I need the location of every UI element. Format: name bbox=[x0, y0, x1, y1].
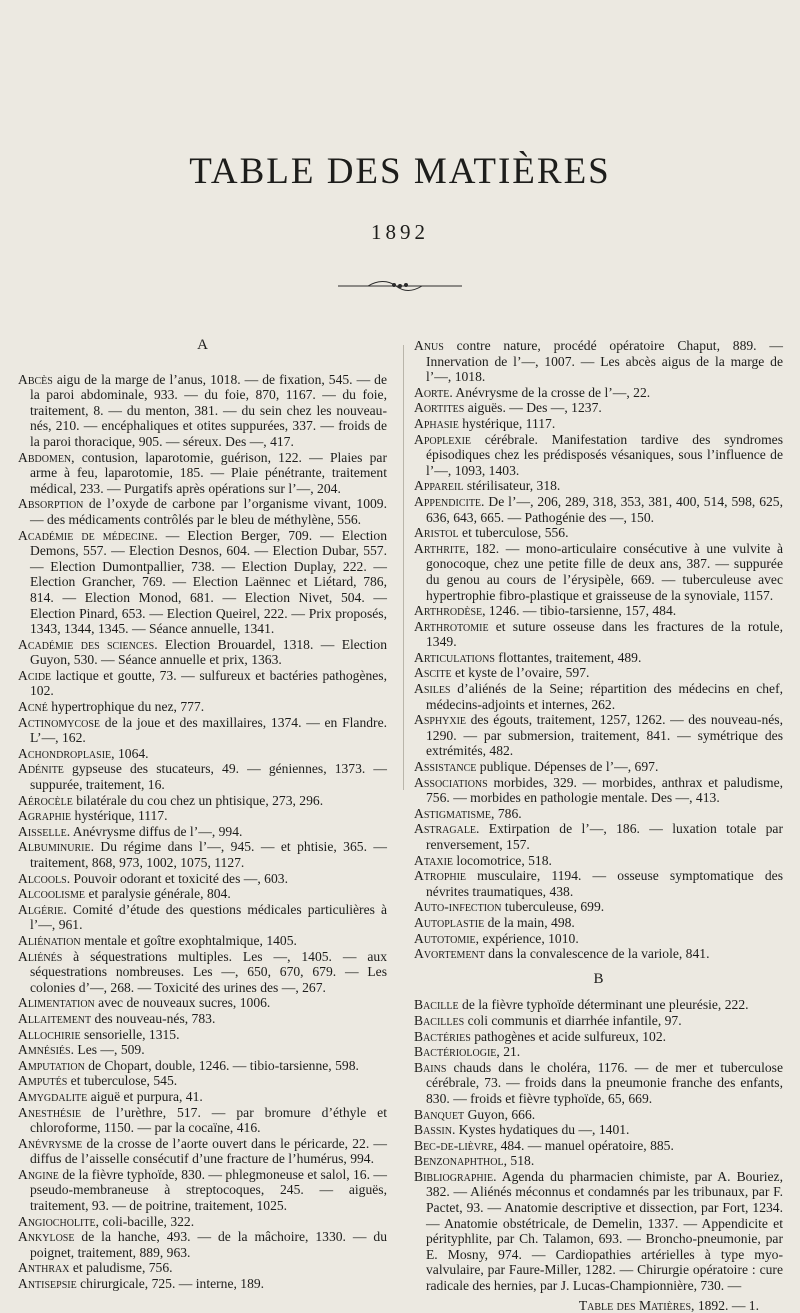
index-entry bbox=[18, 1042, 387, 1058]
index-entry bbox=[414, 931, 783, 947]
entry-heading: Arthrite bbox=[414, 540, 466, 556]
entry-heading: Abdomen bbox=[18, 449, 72, 465]
entry-heading: Albuminurie bbox=[18, 839, 91, 855]
index-entry bbox=[414, 525, 783, 541]
index-entry bbox=[18, 637, 387, 668]
entry-heading: Banquet bbox=[414, 1106, 465, 1122]
index-entry bbox=[18, 1011, 387, 1027]
entry-text: gypseuse des stucateurs, 49. — géniennes, 1373. — suppurée, traitement, 16. bbox=[30, 761, 387, 793]
entry-text: pathogènes et acide sulfureux, 102. bbox=[470, 1028, 667, 1044]
entry-heading: Ataxie bbox=[414, 852, 454, 868]
entry-heading: Articulations bbox=[414, 649, 495, 665]
entry-text: hypertrophique du nez, 777. bbox=[47, 699, 205, 715]
entry-text: . Kystes hydatiques du —, 1401. bbox=[451, 1122, 630, 1138]
index-entry bbox=[414, 1060, 783, 1107]
index-entry bbox=[18, 761, 387, 792]
entry-heading: Antisepsie bbox=[18, 1276, 77, 1292]
entry-text: de Chopart, double, 1246. — tibio-tarsienne, 598. bbox=[84, 1057, 359, 1073]
entry-heading: Algérie bbox=[18, 901, 64, 917]
entry-heading: Appareil bbox=[414, 478, 464, 494]
right-column bbox=[414, 338, 783, 1313]
entry-heading: Autotomie bbox=[414, 930, 476, 946]
index-entry bbox=[18, 1073, 387, 1089]
entry-heading: Assistance bbox=[414, 759, 477, 775]
index-entry bbox=[18, 1089, 387, 1105]
entry-heading: Bactériologie bbox=[414, 1044, 497, 1060]
index-entry bbox=[414, 1029, 783, 1045]
index-entry bbox=[414, 603, 783, 619]
footer-label: Table des Matières bbox=[578, 1297, 692, 1313]
index-entry bbox=[414, 1122, 783, 1138]
entry-heading: Alimentation bbox=[18, 995, 95, 1011]
index-entry bbox=[414, 432, 783, 479]
entry-text: flottantes, traitement, 489. bbox=[494, 649, 642, 665]
entry-heading: Bains bbox=[414, 1059, 447, 1075]
entry-text: . Comité d’étude des questions médicales particulières à l’—, 961. bbox=[30, 901, 387, 933]
entry-text: et tuberculose, 545. bbox=[67, 1073, 178, 1089]
entry-heading: Astigmatisme bbox=[414, 805, 492, 821]
section-letter: B bbox=[593, 970, 604, 987]
index-entry bbox=[414, 681, 783, 712]
entry-heading: Astragale bbox=[414, 821, 477, 837]
entry-text: locomotrice, 518. bbox=[453, 852, 552, 868]
entry-text: , 518. bbox=[503, 1153, 535, 1169]
index-entry bbox=[18, 871, 387, 887]
entry-text: de la crosse de l’aorte ouvert dans le péricarde, 22. — diffus de l’aisselle consécutif d’une fracture de l’humérus, 994. bbox=[30, 1135, 387, 1167]
entry-heading: Absorption bbox=[18, 496, 84, 512]
index-entry bbox=[414, 494, 783, 525]
entry-heading: Autoplastie bbox=[414, 914, 485, 930]
section-letter: A bbox=[197, 337, 208, 353]
index-entry bbox=[414, 946, 783, 962]
index-entry bbox=[18, 1105, 387, 1136]
index-entry bbox=[18, 824, 387, 840]
entry-heading: Amygdalite bbox=[18, 1088, 88, 1104]
index-entry bbox=[414, 915, 783, 931]
entry-heading: Acné bbox=[18, 699, 48, 715]
entry-heading: Atrophie bbox=[414, 868, 467, 884]
entry-heading: Avortement bbox=[414, 946, 485, 962]
index-entry bbox=[414, 1107, 783, 1123]
entry-text: de l’oxyde de carbone par l’organisme vivant, 1009. — des médicaments contrôlés par le bleu de méthylène, 556. bbox=[30, 496, 387, 527]
entry-heading: Aliénation bbox=[18, 932, 81, 948]
entry-text: des nouveau-nés, 783. bbox=[91, 1010, 216, 1026]
index-entry bbox=[18, 1136, 387, 1167]
entry-text: publique. Dépenses de l’—, 697. bbox=[476, 759, 659, 775]
footer-detail: , 1892. — 1. bbox=[691, 1297, 759, 1313]
entry-heading: Abcès bbox=[18, 371, 53, 387]
left-column bbox=[18, 338, 387, 1292]
entry-heading: Amnésiés bbox=[18, 1042, 71, 1058]
entry-text: hystérique, 1117. bbox=[458, 415, 556, 431]
index-entry bbox=[18, 372, 387, 450]
index-entry bbox=[414, 712, 783, 759]
page-year: 1892 bbox=[371, 220, 429, 244]
index-entry bbox=[414, 1138, 783, 1154]
entry-heading: Académie des sciences bbox=[18, 636, 155, 652]
entry-text: contre nature, procédé opératoire Chaput, 889. — Innervation de l’—, 1007. — Les abcès aigus de la marge de l’—, 1018. bbox=[426, 338, 783, 385]
index-entry bbox=[18, 1276, 387, 1292]
entry-heading: Amputation bbox=[18, 1057, 85, 1073]
entry-heading: Arthrotomie bbox=[414, 618, 489, 634]
entry-text: , 1064. bbox=[111, 745, 149, 761]
entry-heading: Alcoolisme bbox=[18, 886, 86, 902]
entry-text: chauds dans le choléra, 1176. — de mer et tuberculose cérébrale, 73. — froids dans la pneumonie franche des enfants, 830. — froids et fièvre typhoïde, 65, 669. bbox=[426, 1059, 783, 1106]
index-entry bbox=[18, 746, 387, 762]
entry-text: de la main, 498. bbox=[484, 914, 575, 930]
entry-text: , 484. — manuel opératoire, 885. bbox=[493, 1137, 674, 1153]
entry-text: Guyon, 666. bbox=[464, 1106, 536, 1122]
entry-text: mentale et goître exophtalmique, 1405. bbox=[80, 932, 297, 948]
index-entry bbox=[414, 416, 783, 432]
entry-text: dans la convalescence de la variole, 841. bbox=[484, 946, 710, 962]
index-entry bbox=[18, 450, 387, 497]
entry-heading: Amputés bbox=[18, 1073, 68, 1089]
entry-heading: Bassin bbox=[414, 1122, 452, 1138]
entry-heading: Angine bbox=[18, 1166, 59, 1182]
entry-heading: Anthrax bbox=[18, 1260, 70, 1276]
index-entry bbox=[18, 1027, 387, 1043]
entry-text: . Pouvoir odorant et toxicité des —, 603. bbox=[66, 870, 288, 886]
page-footer bbox=[414, 1298, 783, 1313]
index-entry bbox=[414, 665, 783, 681]
entry-text: chirurgicale, 725. — interne, 189. bbox=[76, 1276, 265, 1292]
entry-heading: Aisselle bbox=[18, 823, 67, 839]
entry-text: d’aliénés de la Seine; répartition des médecins en chef, médecins-adjoints et internes, 262. bbox=[426, 681, 783, 712]
column-divider bbox=[403, 345, 404, 790]
entry-text: aigu de la marge de l’anus, 1018. — de fixation, 545. — de la paroi abdominale, 933. — du foie, 870, 1167. — du foie, traitement, 8. — du menton, 381. — du sein chez les nouveau-nés, 210. — encéphaliques et otites suppurées, 337. — froids de la paroi thoracique, 905. — séreux. Des —, 417. bbox=[30, 371, 387, 449]
index-entry bbox=[414, 775, 783, 806]
entry-heading: Anesthésie bbox=[18, 1104, 82, 1120]
entry-text: , 21. bbox=[496, 1044, 521, 1060]
entry-text: de la hanche, 493. — de la mâchoire, 1330. — du poignet, traitement, 889, 963. bbox=[30, 1229, 387, 1260]
entry-heading: Allochirie bbox=[18, 1026, 81, 1042]
entry-heading: Allaitement bbox=[18, 1010, 92, 1026]
entry-heading: Asiles bbox=[414, 681, 451, 697]
entry-heading: Apoplexie bbox=[414, 431, 472, 447]
index-entry bbox=[18, 902, 387, 933]
entry-text: . Election Brouardel, 1318. — Election Guyon, 530. — Séance annuelle et prix, 1363. bbox=[30, 636, 387, 668]
index-entry bbox=[18, 1214, 387, 1230]
entry-heading: Appendicite bbox=[414, 493, 482, 509]
index-entry bbox=[414, 899, 783, 915]
index-entry bbox=[18, 793, 387, 809]
index-entry bbox=[18, 496, 387, 527]
index-entry bbox=[414, 385, 783, 401]
entry-text: musculaire, 1194. — osseuse symptomatique des névrites traumatiques, 438. bbox=[426, 868, 783, 899]
entry-heading: Bec-de-lièvre bbox=[414, 1137, 494, 1153]
index-entry bbox=[414, 853, 783, 869]
entry-heading: Alcools bbox=[18, 870, 67, 886]
index-entry bbox=[414, 338, 783, 385]
entry-heading: Anus bbox=[414, 338, 444, 353]
entry-heading: Aorte bbox=[414, 384, 450, 400]
entry-heading: Actinomycose bbox=[18, 714, 101, 730]
entry-text: , 1246. — tibio-tarsienne, 157, 484. bbox=[482, 603, 677, 619]
index-entry bbox=[18, 1229, 387, 1260]
entry-text: tuberculeuse, 699. bbox=[501, 899, 605, 915]
entry-text: sensorielle, 1315. bbox=[80, 1026, 180, 1042]
entry-text: à séquestrations multiples. Les —, 1405. — aux séquestrations nombreuses. Les —, 650, 670, 679. — Les colonies d’—, 268. — Toxicité des urines des —, 267. bbox=[30, 948, 387, 995]
ornament-divider bbox=[338, 279, 462, 293]
index-entry bbox=[414, 868, 783, 899]
entry-text: de la joue et des maxillaires, 1374. — en Flandre. L’—, 162. bbox=[30, 714, 387, 746]
entry-text: . Extirpation de l’—, 186. — luxation totale par renversement, 157. bbox=[426, 821, 783, 852]
index-entry bbox=[18, 699, 387, 715]
index-entry bbox=[414, 478, 783, 494]
index-entry bbox=[18, 1260, 387, 1276]
index-entry bbox=[18, 886, 387, 902]
entry-heading: Acide bbox=[18, 667, 52, 683]
entry-heading: Asphyxie bbox=[414, 712, 467, 728]
entry-heading: Académie de médecine bbox=[18, 527, 155, 543]
entry-heading: Achondroplasie bbox=[18, 745, 112, 761]
entry-text: cérébrale. Manifestation tardive des syndromes épisodiques chez les prédisposés vésaniques, sous l’influence de l’—, 1093, 1403. bbox=[426, 431, 783, 478]
entry-heading: Aortites bbox=[414, 400, 465, 416]
index-entry bbox=[414, 759, 783, 775]
entry-text: aiguë et purpura, 41. bbox=[87, 1088, 203, 1104]
entry-heading: Adénite bbox=[18, 761, 64, 777]
entry-text: . Du régime dans l’—, 945. — et phtisie, 365. — traitement, 868, 973, 1002, 1075, 1127. bbox=[30, 839, 387, 870]
entry-heading: Bibliographie bbox=[414, 1168, 494, 1184]
entry-text: de la fièvre typhoïde déterminant une pleurésie, 222. bbox=[458, 997, 749, 1013]
index-entry bbox=[414, 619, 783, 650]
index-entry bbox=[414, 997, 783, 1013]
index-entry bbox=[414, 1044, 783, 1060]
entry-text: et kyste de l’ovaire, 597. bbox=[451, 665, 590, 681]
entry-text: des égouts, traitement, 1257, 1262. — des nouveau-nés, 1290. — par submersion, traitement, 841. — symétrique des extrémités, 482. bbox=[426, 712, 783, 759]
entry-text: et suture osseuse dans les fractures de la rotule, 1349. bbox=[426, 618, 783, 650]
index-entry bbox=[414, 400, 783, 416]
entry-text: , coli-bacille, 322. bbox=[95, 1213, 195, 1229]
entry-heading: Associations bbox=[414, 774, 488, 790]
entry-heading: Bacille bbox=[414, 997, 459, 1013]
index-entry bbox=[414, 1013, 783, 1029]
entry-text: . — Election Berger, 709. — Election Demons, 557. — Election Desnos, 604. — Election Dubar, 557. — Election Dumontpallier, 738. — Election Duplay, 222. — Election Grancher, 769. — Election Laënnec et Liétard, 786, 814. — Election Monod, 681. — Election Nivet, 504. — Election Pinard, 653. — Election Queirel, 222. — Prix proposés, 1343, 1344, 1345. — Séance annuelle, 1341. bbox=[30, 527, 388, 637]
entry-text: avec de nouveaux sucres, 1006. bbox=[94, 995, 271, 1011]
page-title: TABLE DES MATIÈRES bbox=[189, 151, 611, 192]
entry-text: et tuberculose, 556. bbox=[458, 525, 569, 541]
index-entry bbox=[18, 1058, 387, 1074]
index-entry bbox=[18, 668, 387, 699]
entry-heading: Aristol bbox=[414, 525, 459, 541]
index-entry bbox=[18, 1167, 387, 1214]
entry-heading: Bacilles bbox=[414, 1012, 465, 1028]
entry-text: . Anévrysme diffus de l’—, 994. bbox=[66, 823, 243, 839]
index-entry bbox=[414, 1153, 783, 1169]
entry-heading: Bactéries bbox=[414, 1028, 471, 1044]
entry-text: et paludisme, 756. bbox=[69, 1260, 173, 1276]
entry-heading: Angiocholite bbox=[18, 1213, 96, 1229]
entry-text: . Les —, 509. bbox=[70, 1042, 145, 1058]
entry-text: bilatérale du cou chez un phtisique, 273, 296. bbox=[72, 792, 324, 808]
entry-heading: Ascite bbox=[414, 665, 452, 681]
entry-text: de la fièvre typhoïde, 830. — phlegmoneuse et salol, 16. — pseudo-membraneuse à streptocoques, 245. — aiguës, traitement, 93. — de poitrine, traitement, 1025. bbox=[30, 1166, 387, 1214]
index-entry bbox=[18, 715, 387, 746]
entry-text: . De l’—, 206, 289, 318, 353, 381, 400, 514, 598, 625, 636, 643, 665. — Pathogénie des —, 150. bbox=[426, 493, 783, 525]
entry-text: de l’urèthre, 517. — par bromure d’éthyle et chloroforme, 1150. — par la cocaïne, 416. bbox=[30, 1104, 387, 1136]
index-entry bbox=[18, 933, 387, 949]
entry-heading: Anévrysme bbox=[18, 1135, 83, 1151]
index-entry bbox=[18, 808, 387, 824]
entry-heading: Arthrodèse bbox=[414, 603, 483, 619]
index-entry bbox=[414, 541, 783, 603]
index-entry bbox=[414, 1169, 783, 1294]
entry-text: coli communis et diarrhée infantile, 97. bbox=[464, 1012, 682, 1028]
entry-heading: Agraphie bbox=[18, 808, 72, 824]
entry-heading: Aliénés bbox=[18, 948, 63, 964]
entry-text: . Agenda du pharmacien chimiste, par A. Bouriez, 382. — Aliénés méconnus et condamnés par les tribunaux, par F. Pactet, 93. — Anatomie descriptive et dissection, par Fort, 1234. — Anatomie obstétricale, de Demelin, 1337. — Appendicite et pérityphlite, par Ch. Talamon, 693. — Broncho-pneumonie, par E. Mosny, 974. — Cardiopathies artérielles à type myo-valvulaire, par Faure-Miller, 1282. — Chirurgie opératoire : cure radicale des hernies, par J. Lucas-Championnière, 730. — bbox=[426, 1168, 783, 1294]
entry-text: hystérique, 1117. bbox=[71, 808, 168, 824]
entry-text: . Anévrysme de la crosse de l’—, 22. bbox=[449, 384, 651, 400]
entry-heading: Auto-infection bbox=[414, 899, 502, 915]
entry-text: lactique et goutte, 73. — sulfureux et bactéries pathogènes, 102. bbox=[30, 667, 387, 699]
index-entry bbox=[18, 839, 387, 870]
index-entry bbox=[414, 806, 783, 822]
entry-text: , 182. — mono-articulaire consécutive à une vulvite à gonocoque, chez une petite fille de deux ans, 387. — suppurée du genou au cours de l’érysipèle, 669. — tuberculeuse avec hypertrophie fibro-plastique et graisseuse de la synoviale, 1157. bbox=[426, 540, 783, 603]
index-entry bbox=[18, 949, 387, 996]
entry-text: , 786. bbox=[491, 805, 522, 821]
entry-text: aiguës. — Des —, 1237. bbox=[464, 400, 602, 416]
entry-heading: Aphasie bbox=[414, 415, 459, 431]
entry-text: , contusion, laparotomie, guérison, 122. — Plaies par arme à feu, laparotomie, 185. — Plaie pénétrante, traitement médical, 233. — Purgatifs après opérations sur l’—, 204. bbox=[30, 449, 387, 496]
index-entry bbox=[414, 821, 783, 852]
entry-text: et paralysie générale, 804. bbox=[85, 886, 231, 902]
entry-heading: Ankylose bbox=[18, 1229, 75, 1245]
index-entry bbox=[18, 995, 387, 1011]
index-entry bbox=[414, 650, 783, 666]
entry-heading: Aérocèle bbox=[18, 792, 73, 808]
index-entry bbox=[18, 528, 387, 637]
entry-text: stérilisateur, 318. bbox=[463, 478, 561, 494]
entry-text: morbides, 329. — morbides, anthrax et paludisme, 756. — morbides en pathologie mentale. Des —, 413. bbox=[426, 774, 783, 806]
entry-heading: Benzonaphthol bbox=[414, 1153, 504, 1169]
entry-text: , expérience, 1010. bbox=[475, 930, 579, 946]
